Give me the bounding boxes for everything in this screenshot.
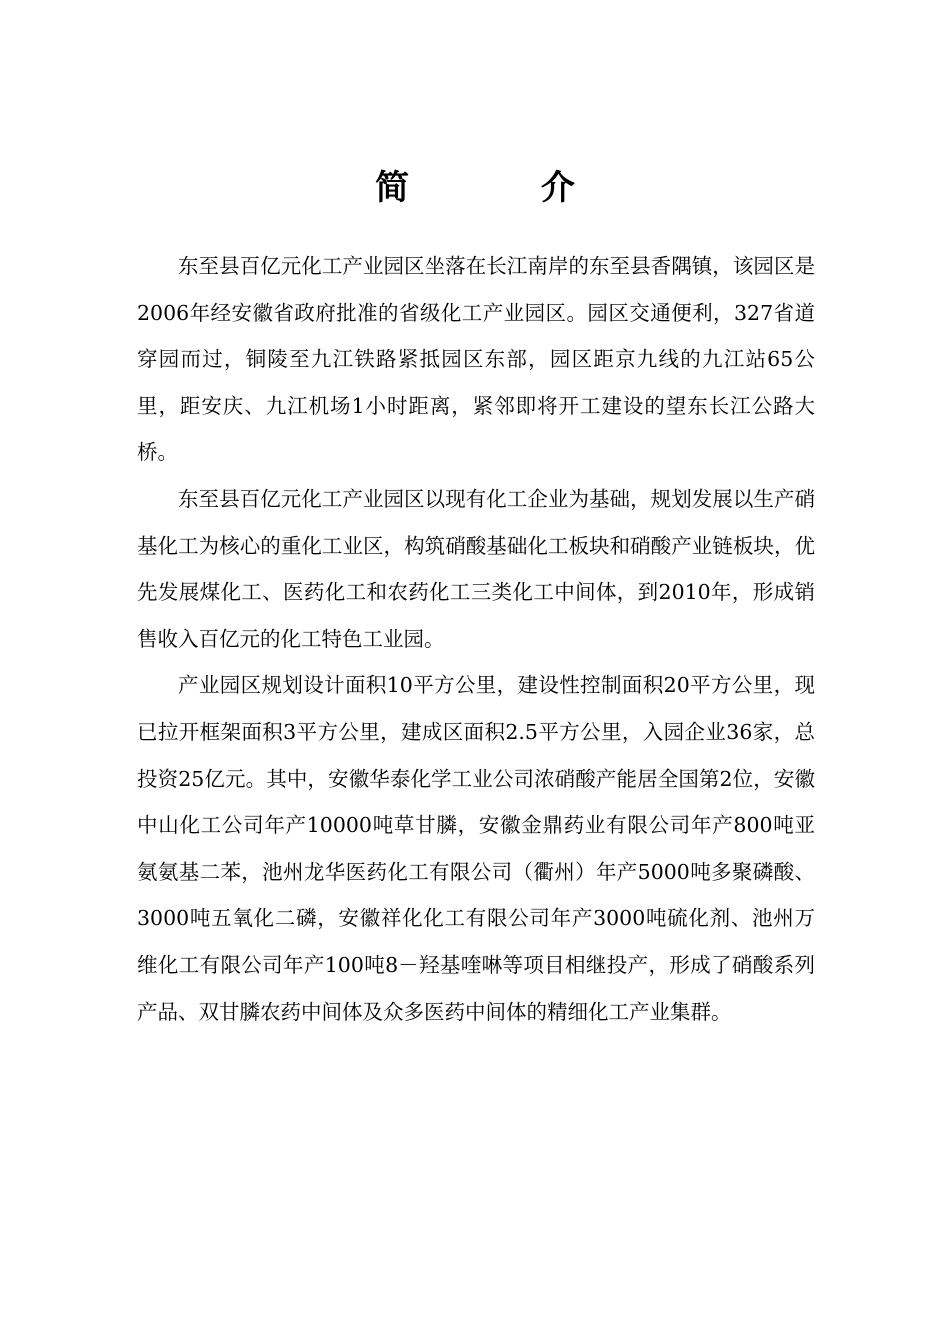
document-body <box>137 243 815 1035</box>
page-title: 简 介 <box>375 167 635 208</box>
paragraph-1: 东至县百亿元化工产业园区坐落在长江南岸的东至县香隅镇，该园区是2006年经安徽省政府批准的省级化工产业园区。园区交通便利，327省道穿园而过，铜陵至九江铁路紧抵园区东部，园区距京九线的九江站65公里，距安庆、九江机场1小时距离，紧邻即将开工建设的望东长江公路大桥。 <box>137 254 815 465</box>
paragraph-2: 东至县百亿元化工产业园区以现有化工企业为基础，规划发展以生产硝基化工为核心的重化工业区，构筑硝酸基础化工板块和硝酸产业链板块，优先发展煤化工、医药化工和农药化工三类化工中间体，到2010年，形成销售收入百亿元的化工特色工业园。 <box>137 486 815 651</box>
paragraph-3: 产业园区规划设计面积10平方公里，建设性控制面积20平方公里，现已拉开框架面积3平方公里，建成区面积2.5平方公里，入园企业36家，总投资25亿元。其中，安徽华泰化学工业公司浓硝酸产能居全国第2位，安徽中山化工公司年产10000吨草甘膦，安徽金鼎药业有限公司年产800吨亚氨氨基二苯，池州龙华医药化工有限公司（衢州）年产5000吨多聚磷酸、3000吨五氧化二磷，安徽祥化化工有限公司年产3000吨硫化剂、池州万维化工有限公司年产100吨8－羟基喹啉等项目相继投产，形成了硝酸系列产品、双甘膦农药中间体及众多医药中间体的精细化工产业集群。 <box>137 673 815 1024</box>
